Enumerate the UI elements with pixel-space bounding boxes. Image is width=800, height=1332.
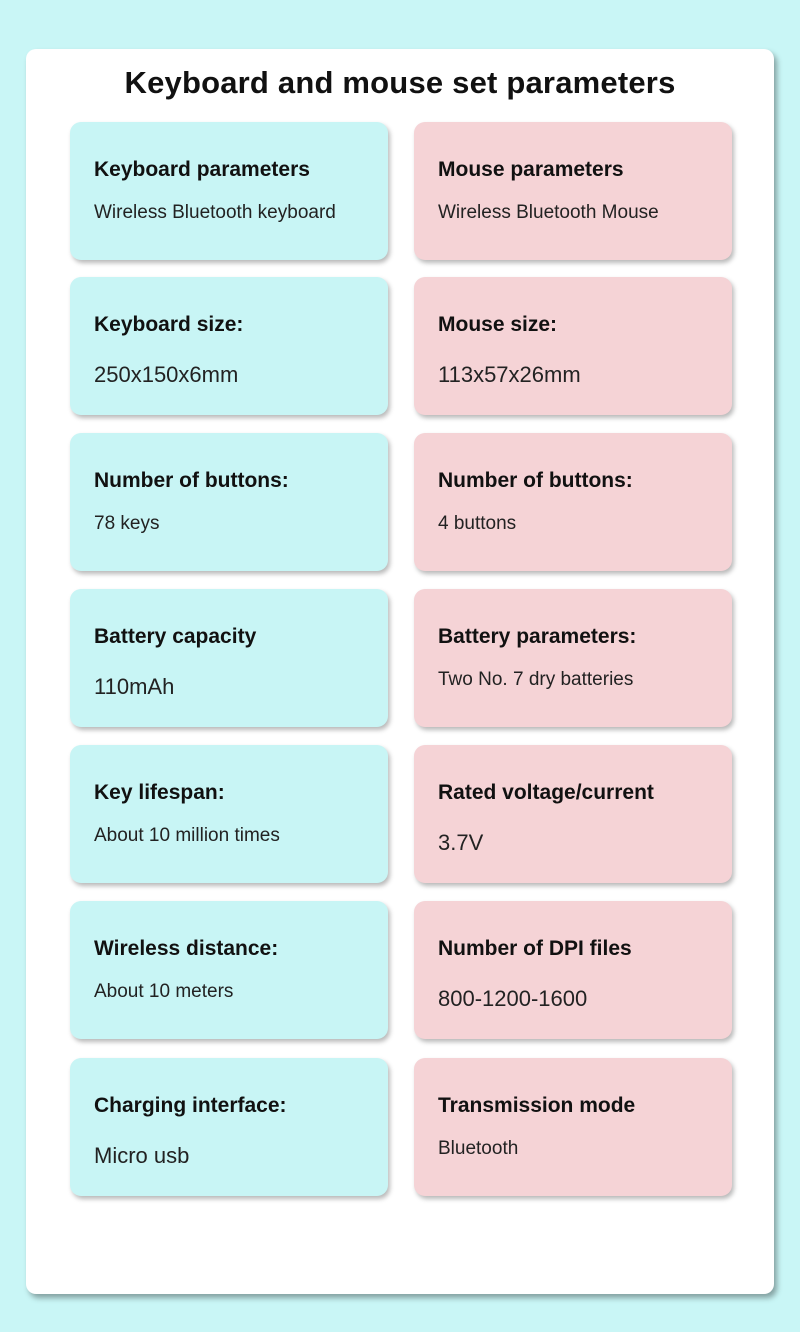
keyboard-parameters-label: Keyboard parameters — [94, 158, 310, 181]
mouse-buttons-value: 4 buttons — [438, 513, 517, 534]
keyboard-buttons-card — [70, 433, 388, 571]
battery-parameters-card — [414, 589, 732, 727]
rated-voltage-value: 3.7V — [438, 830, 484, 855]
wireless-distance-card — [70, 901, 388, 1039]
keyboard-size-card — [70, 277, 388, 415]
key-lifespan-value: About 10 million times — [94, 825, 280, 846]
key-lifespan-label: Key lifespan: — [94, 781, 225, 804]
keyboard-parameters-card — [70, 122, 388, 260]
keyboard-size-label: Keyboard size: — [94, 313, 244, 336]
page-title: Keyboard and mouse set parameters — [124, 65, 676, 100]
keyboard-parameters-value: Wireless Bluetooth keyboard — [94, 202, 336, 223]
keyboard-size-value: 250x150x6mm — [94, 362, 239, 387]
transmission-mode-value: Bluetooth — [438, 1138, 519, 1159]
dpi-files-label: Number of DPI files — [438, 937, 632, 960]
dpi-files-card — [414, 901, 732, 1039]
keyboard-buttons-value: 78 keys — [94, 513, 160, 534]
mouse-parameters-label: Mouse parameters — [438, 158, 624, 181]
rated-voltage-card — [414, 745, 732, 883]
keyboard-buttons-label: Number of buttons: — [94, 469, 289, 492]
transmission-mode-card — [414, 1058, 732, 1196]
mouse-buttons-card — [414, 433, 732, 571]
wireless-distance-value: About 10 meters — [94, 981, 234, 1002]
key-lifespan-card — [70, 745, 388, 883]
transmission-mode-label: Transmission mode — [438, 1094, 636, 1117]
mouse-size-card — [414, 277, 732, 415]
charging-interface-value: Micro usb — [94, 1143, 190, 1168]
mouse-buttons-label: Number of buttons: — [438, 469, 633, 492]
battery-parameters-value: Two No. 7 dry batteries — [438, 669, 634, 690]
wireless-distance-label: Wireless distance: — [94, 937, 279, 960]
mouse-parameters-card — [414, 122, 732, 260]
mouse-parameters-value: Wireless Bluetooth Mouse — [438, 202, 659, 223]
battery-capacity-value: 110mAh — [94, 674, 175, 699]
mouse-size-label: Mouse size: — [438, 313, 558, 336]
battery-parameters-label: Battery parameters: — [438, 625, 637, 648]
charging-interface-label: Charging interface: — [94, 1094, 287, 1117]
mouse-size-value: 113x57x26mm — [438, 362, 581, 387]
battery-capacity-label: Battery capacity — [94, 625, 257, 648]
battery-capacity-card — [70, 589, 388, 727]
dpi-files-value: 800-1200-1600 — [438, 986, 588, 1011]
rated-voltage-label: Rated voltage/current — [438, 781, 654, 804]
charging-interface-card — [70, 1058, 388, 1196]
